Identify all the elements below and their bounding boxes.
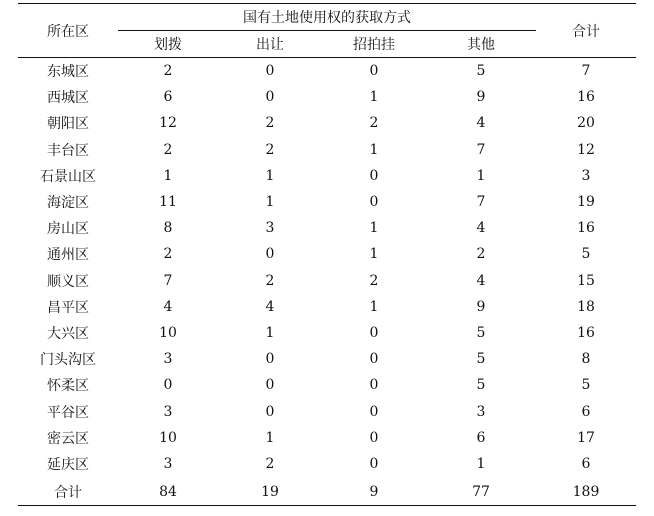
table-row: [18, 58, 636, 85]
district-cell: 丰台区: [47, 142, 89, 159]
allocation-cell: 2: [163, 246, 173, 263]
allocation-cell: 3: [163, 351, 173, 368]
total-row: [18, 477, 636, 506]
header-acquisition-method-group: 国有土地使用权的获取方式: [118, 4, 536, 31]
allocation-cell: 8: [163, 220, 173, 237]
district-cell: 房山区: [47, 221, 89, 238]
other-cell: 1: [476, 167, 486, 184]
district-cell: 顺义区: [47, 273, 89, 290]
row-total-cell: 17: [577, 429, 595, 446]
district-cell: 西城区: [47, 90, 89, 107]
other-cell: 4: [476, 272, 486, 289]
row-total-cell: 12: [577, 141, 595, 158]
transfer-cell: 2: [265, 115, 275, 132]
table-body: [18, 58, 636, 506]
transfer-cell: 0: [218, 58, 322, 85]
row-total-cell: 16: [577, 324, 595, 341]
allocation-cell: 0: [163, 377, 173, 394]
allocation-cell: 10: [159, 429, 177, 446]
allocation-cell: 1: [163, 167, 173, 184]
transfer-cell: 0: [265, 403, 275, 420]
row-total-cell: 16: [577, 220, 595, 237]
other-cell: 5: [476, 324, 486, 341]
row-total-cell: 3: [581, 167, 591, 184]
land-use-rights-table: [18, 3, 636, 506]
auction-cell: 2: [369, 272, 379, 289]
table-row: [18, 268, 636, 294]
table-row: [18, 294, 636, 320]
row-total-cell: 7: [536, 58, 636, 85]
transfer-cell: 1: [265, 167, 275, 184]
row-total-cell: 6: [581, 455, 591, 472]
other-cell: 7: [476, 194, 486, 211]
allocation-cell: 6: [163, 89, 173, 106]
row-total-cell: 5: [581, 246, 591, 263]
table-row: [18, 84, 636, 110]
row-total-cell: 16: [577, 89, 595, 106]
transfer-cell: 1: [265, 429, 275, 446]
allocation-cell: 84: [118, 477, 218, 506]
other-cell: 9: [476, 298, 486, 315]
other-cell: 5: [476, 377, 486, 394]
table-row: [18, 372, 636, 398]
auction-cell: 0: [369, 429, 379, 446]
district-cell: 昌平区: [47, 299, 89, 316]
auction-cell: 1: [369, 141, 379, 158]
header-method-auction: 招拍挂: [353, 37, 395, 53]
other-cell: 4: [476, 220, 486, 237]
allocation-cell: 10: [159, 324, 177, 341]
table-row: [18, 346, 636, 372]
other-cell: 4: [476, 115, 486, 132]
auction-cell: 0: [369, 167, 379, 184]
table-row: [18, 320, 636, 346]
row-total-cell: 18: [577, 298, 595, 315]
district-cell: 朝阳区: [47, 116, 89, 133]
other-cell: 3: [476, 403, 486, 420]
table-row: [18, 189, 636, 215]
total-label-cell: 合计: [18, 477, 118, 506]
transfer-cell: 2: [265, 141, 275, 158]
allocation-cell: 3: [163, 455, 173, 472]
allocation-cell: 2: [163, 141, 173, 158]
allocation-cell: 7: [163, 272, 173, 289]
other-cell: 2: [476, 246, 486, 263]
header-method-other: 其他: [467, 37, 495, 53]
auction-cell: 0: [369, 351, 379, 368]
district-cell: 东城区: [18, 58, 118, 85]
auction-cell: 1: [369, 89, 379, 106]
auction-cell: 0: [369, 455, 379, 472]
row-total-cell: 8: [581, 351, 591, 368]
table-row: [18, 425, 636, 451]
allocation-cell: 2: [118, 58, 218, 85]
row-total-cell: 15: [577, 272, 595, 289]
header-district: 所在区: [18, 4, 118, 58]
auction-cell: 2: [369, 115, 379, 132]
other-cell: 77: [426, 477, 536, 506]
table-row: [18, 137, 636, 163]
allocation-cell: 3: [163, 403, 173, 420]
other-cell: 1: [476, 455, 486, 472]
table-row: [18, 163, 636, 189]
table-row: [18, 215, 636, 241]
district-cell: 平谷区: [47, 404, 89, 421]
district-cell: 怀柔区: [47, 378, 89, 395]
row-total-cell: 189: [536, 477, 636, 506]
other-cell: 5: [426, 58, 536, 85]
auction-cell: 1: [369, 220, 379, 237]
table-row: [18, 451, 636, 477]
district-cell: 通州区: [47, 247, 89, 264]
row-total-cell: 6: [581, 403, 591, 420]
district-cell: 石景山区: [40, 168, 96, 185]
transfer-cell: 0: [265, 246, 275, 263]
other-cell: 7: [476, 141, 486, 158]
header-total: 合计: [536, 4, 636, 58]
allocation-cell: 4: [163, 298, 173, 315]
auction-cell: 1: [369, 246, 379, 263]
table-row: [18, 241, 636, 267]
table-row: [18, 398, 636, 424]
transfer-cell: 3: [265, 220, 275, 237]
district-cell: 门头沟区: [40, 352, 96, 369]
allocation-cell: 12: [159, 115, 177, 132]
transfer-cell: 0: [265, 89, 275, 106]
allocation-cell: 11: [159, 194, 177, 211]
other-cell: 5: [476, 351, 486, 368]
transfer-cell: 2: [265, 272, 275, 289]
transfer-cell: 1: [265, 324, 275, 341]
transfer-cell: 1: [265, 194, 275, 211]
auction-cell: 0: [369, 324, 379, 341]
other-cell: 9: [476, 89, 486, 106]
auction-cell: 0: [369, 377, 379, 394]
other-cell: 6: [476, 429, 486, 446]
auction-cell: 1: [369, 298, 379, 315]
header-method-transfer: 出让: [256, 37, 284, 53]
auction-cell: 9: [322, 477, 426, 506]
row-total-cell: 5: [581, 377, 591, 394]
transfer-cell: 0: [265, 377, 275, 394]
header-method-allocation: 划拨: [154, 37, 182, 53]
district-cell: 延庆区: [47, 456, 89, 473]
district-cell: 密云区: [47, 430, 89, 447]
transfer-cell: 2: [265, 455, 275, 472]
table-row: [18, 110, 636, 136]
district-cell: 大兴区: [47, 325, 89, 342]
row-total-cell: 19: [577, 194, 595, 211]
row-total-cell: 20: [577, 115, 595, 132]
transfer-cell: 19: [218, 477, 322, 506]
transfer-cell: 0: [265, 351, 275, 368]
auction-cell: 0: [369, 194, 379, 211]
auction-cell: 0: [322, 58, 426, 85]
district-cell: 海淀区: [47, 195, 89, 212]
auction-cell: 0: [369, 403, 379, 420]
transfer-cell: 4: [265, 298, 275, 315]
